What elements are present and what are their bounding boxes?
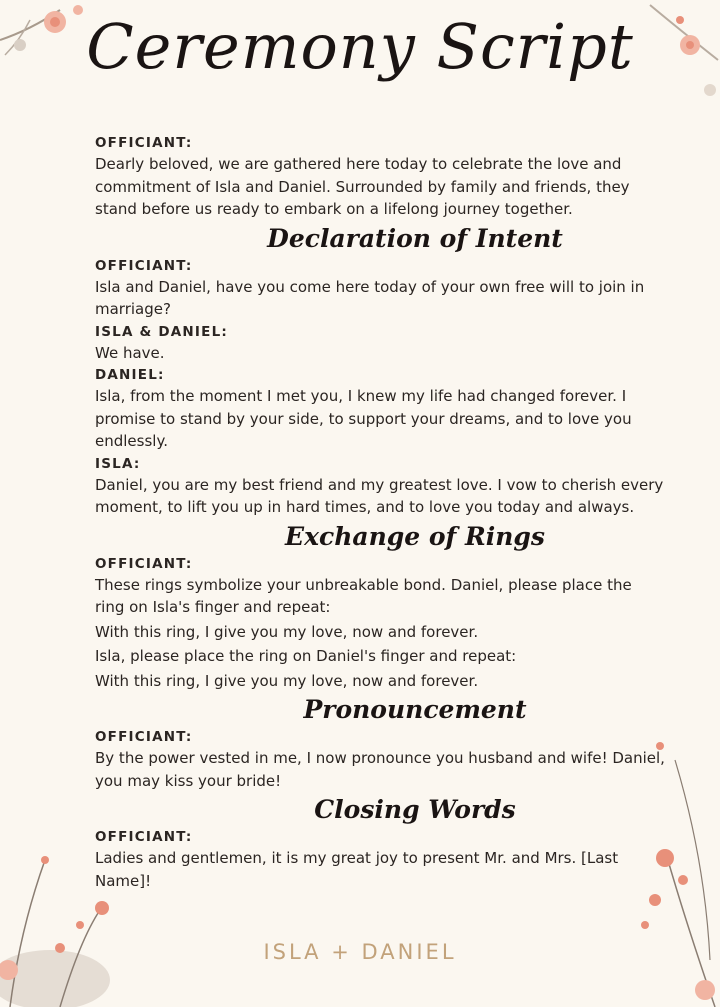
script-line: Isla and Daniel, have you come here today of your own free will to join in marriage? [95,277,645,318]
script-line: Dearly beloved, we are gathered here today to celebrate the love and commitment of Isla and Daniel. Surrounded by family and friends, they stand before us ready to embark on a lifelong journey together. [95,155,630,218]
script-line: Isla, please place the ring on Daniel's finger and repeat: [95,647,517,665]
section-heading: Exchange of Rings [285,521,545,551]
section-heading: Declaration of Intent [267,223,563,253]
speaker-label: ISLA & DANIEL: [95,323,228,340]
speaker-label: OFFICIANT: [95,729,193,745]
script-line: By the power vested in me, I now pronounce you husband and wife! Daniel, you may kiss your bride! [95,749,665,790]
speaker-label: ISLA: [95,455,141,472]
script-line: We have. [95,343,165,362]
couple-names-footer: ISLA + DANIEL [263,940,457,964]
page-title: Ceremony Script [86,10,634,83]
section-heading: Pronouncement [303,695,527,724]
speaker-label: OFFICIANT: [95,135,193,151]
speaker-label: DANIEL: [95,367,165,383]
script-line: Isla, from the moment I met you, I knew my life had changed forever. I promise to stand by your side, to support your dreams, and to love you endlessly. [95,387,632,450]
script-line: These rings symbolize your unbreakable bond. Daniel, please place the ring on Isla's finger and repeat: [95,575,632,616]
section-heading: Closing Words [314,795,516,824]
script-line: Ladies and gentlemen, it is my great joy to present Mr. and Mrs. [Last Name]! [95,849,619,890]
script-line: With this ring, I give you my love, now and forever. [95,622,479,641]
script-content [95,134,665,894]
script-line: With this ring, I give you my love, now and forever. [95,671,479,690]
speaker-label: OFFICIANT: [95,829,193,845]
speaker-label: OFFICIANT: [95,555,193,572]
speaker-label: OFFICIANT: [95,257,193,274]
script-line: Daniel, you are my best friend and my greatest love. I vow to cherish every moment, to lift you up in hard times, and to love you today and always. [95,475,664,516]
